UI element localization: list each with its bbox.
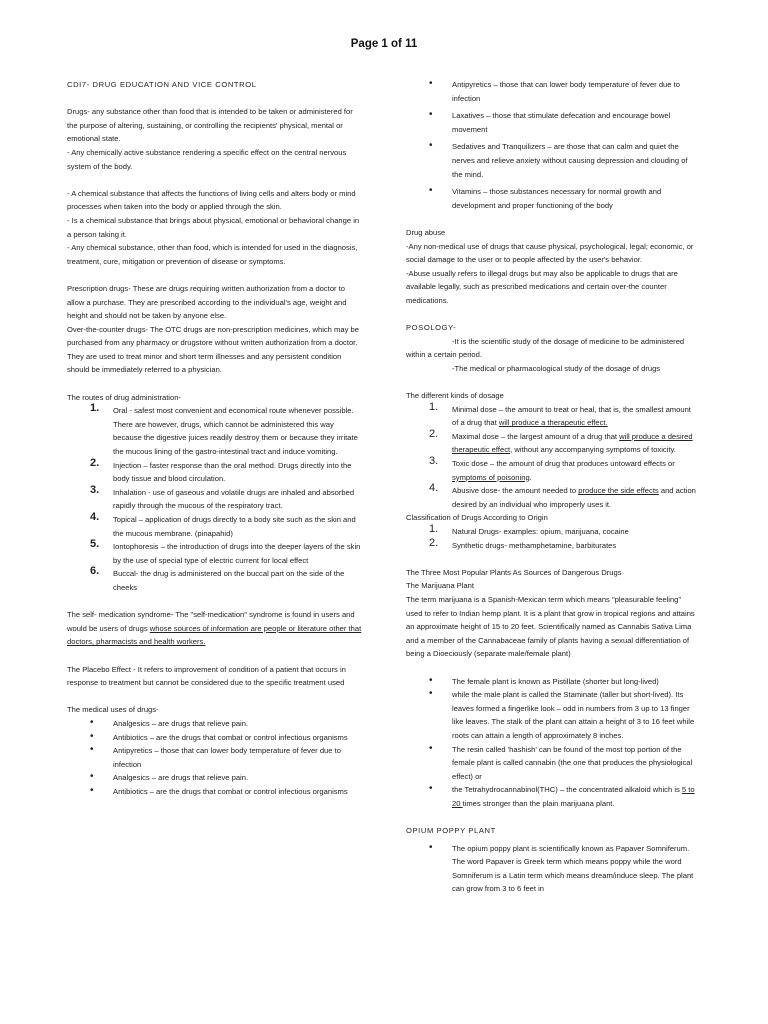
list-number: 2. [429, 536, 439, 549]
list-number: 6. [90, 565, 100, 578]
list-item-text: Minimal dose – the amount to treat or heal, that is, the smallest amount of a drug that [452, 404, 691, 428]
list-item [67, 483, 363, 513]
medical-uses-continued-list [406, 78, 698, 212]
list-number: 4. [429, 482, 439, 495]
list-item [406, 743, 698, 784]
list-item [67, 513, 363, 540]
list-item: • Antipyretics – those that can lower body temperature of fever due to infection [67, 744, 363, 771]
list-item: • Analgesics – are drugs that relieve pain. [67, 771, 363, 785]
drugs-definition-cns: - Any chemically active substance rendering a specific effect on the central nervous system of the body. [67, 147, 347, 171]
list-item: • Vitamins – those substances necessary for normal growth and development and proper functioning of the body [406, 185, 698, 212]
list-item-text: Synthetic drugs- methamphetamine, barbiturates [452, 540, 617, 550]
placebo-paragraph: The Placebo Effect - It refers to improvement of condition of a patient that occurs in response to treatment but cannot be considered due to the specific treatment used [67, 664, 346, 688]
list-item-text: . [529, 472, 532, 482]
posology-definition-1 [406, 335, 698, 362]
list-item-text: times stronger than the plain marijuana plant. [462, 798, 615, 808]
classification-list [406, 525, 698, 552]
list-item-text: Topical – application of drugs directly to a body site such as the skin and the mucous membrane. (pinapahid) [113, 515, 356, 538]
posology-heading: POSOLOGY- [406, 323, 457, 333]
list-item: • Laxatives – those that stimulate defecation and encourage bowel movement [406, 109, 698, 136]
chemical-definition-2: - Is a chemical substance that brings about physical, emotional or behavioral change in a person taking it. [67, 215, 360, 239]
list-number: 4. [90, 511, 100, 523]
left-column [67, 78, 363, 798]
page-number-label: Page 1 of 11 [350, 38, 418, 50]
list-item: • Antibiotics – are the drugs that combat or control infectious organisms [67, 731, 363, 745]
list-number: 1. [429, 523, 439, 535]
dosage-list [406, 400, 698, 512]
drug-abuse-definition-1: -Any non-medical use of drugs that cause physical, psychological, legal; economic, or social damage to the user or to people affected by the user's behavior. [406, 241, 694, 265]
list-number: 3. [90, 483, 100, 496]
classification-heading: Classification of Drugs According to Origin [406, 513, 548, 523]
list-item-text: while the male plant is called the Staminate (taller but short-lived). Its leaves formed a fingerlike look – odd in numbers from 3 up to 13 finger like leaves. The stalk of the plant can attain a height of 3 to 16 feet while roots can attain a length of approximately 8 inches. [452, 690, 695, 740]
right-column [406, 78, 698, 896]
list-item-text: , without any accompanying symptoms of toxicity. [510, 445, 676, 455]
list-item-text: Buccal- the drug is administered on the buccal part on the side of the cheeks [113, 569, 345, 592]
list-item-text: Inhalation - use of gaseous and volatile drugs are inhaled and absorbed rapidly through the mucous of the respiratory tract. [113, 487, 355, 511]
list-item [406, 688, 698, 742]
list-item: • Sedatives and Tranquilizers – are those that can calm and quiet the nerves and relieve anxiety without causing depression and clouding of the mind. [406, 140, 698, 181]
list-item-underlined: will produce a therapeutic effect. [498, 418, 608, 428]
otc-drugs-paragraph: Over-the-counter drugs- The OTC drugs are non-prescription medicines, which may be purchased from any pharmacy or drugstore without written authorization from a doctor. They are used to treat minor and short term illnesses and any persistent condition should be immediately referred to a physician. [67, 324, 359, 375]
list-item-underlined: will produce a desired therapeutic effect [452, 431, 693, 455]
list-item-text: Natural Drugs- examples: opium, marijuana, cocaine [452, 527, 629, 536]
drug-abuse-heading: Drug abuse [406, 227, 446, 237]
list-item-text: Injection – faster response than the oral method. Drugs directly into the body tissue and blood circulation. [113, 460, 352, 484]
list-item [406, 536, 698, 553]
posology-text-1: -It is the scientific study of the dosage of medicine to be administered within a certain period. [406, 336, 685, 360]
list-item-text: Iontophoresis – the introduction of drugs into the deeper layers of the skin by the use of special type of electric current for local effect [113, 542, 361, 565]
document-title: CDI7- DRUG EDUCATION AND VICE CONTROL [67, 80, 257, 89]
list-item [406, 457, 698, 484]
list-number: 3. [429, 455, 439, 468]
list-item: • Analgesics – are drugs that relieve pain. [67, 717, 363, 731]
list-item [406, 427, 698, 457]
list-item: • Antipyretics – those that can lower body temperature of fever due to infection [406, 78, 698, 105]
list-item [67, 456, 363, 486]
list-item [406, 675, 698, 689]
list-item-underlined: produce the side effects [578, 486, 659, 496]
self-medication-text: The self- medication syndrome- The "self-medication" syndrome is found in users and would be users of drugs [67, 610, 355, 633]
list-item-underlined: 5 to 20 [452, 785, 695, 808]
drug-abuse-definition-2: -Abuse usually refers to illegal drugs but may also be applicable to drugs that are available legally, such as prescribed medications and certain over-the counter medications. [406, 268, 678, 305]
self-medication-underlined: whose sources of information are people or literature other that doctors, pharmacists and health workers. [67, 623, 362, 647]
list-item: • Antibiotics – are the drugs that combat or control infectious organisms [67, 785, 363, 799]
list-item-text: and action desired by an individual who improperly uses it. [452, 486, 696, 509]
posology-definition-2 [406, 362, 698, 376]
list-item-text: Toxic dose – the amount of drug that produces untoward effects or [452, 459, 675, 469]
list-item: • The opium poppy plant is scientifically known as Papaver Somniferum. The word Papaver is Greek term which means poppy while the word Somniferum is a Latin term which means dream/induce sleep. The plant can grow from 3 to 6 feet in [406, 842, 698, 896]
list-item-underlined: symptoms of poisoning [452, 472, 530, 482]
marijuana-list [406, 675, 698, 811]
dangerous-plants-heading: The Three Most Popular Plants As Sources of Dangerous Drugs [406, 567, 622, 577]
list-number: 2. [429, 427, 439, 440]
list-item-text: Maximal dose – the largest amount of a drug that [452, 431, 620, 441]
chemical-definition-1: - A chemical substance that affects the functions of living cells and alters body or mind processes when taken into the body or applied through the skin. [67, 188, 356, 212]
list-number: 2. [90, 456, 100, 469]
list-item-text: The resin called 'hashish' can be found of the most top portion of the female plant is called cannabin (the one that produces the physiological effect) or [452, 744, 693, 781]
marijuana-heading: The Marijuana Plant [406, 581, 474, 591]
list-item [406, 525, 698, 539]
list-item [67, 567, 363, 594]
routes-list [67, 404, 363, 594]
list-number: 5. [90, 538, 100, 551]
list-item [406, 400, 698, 430]
list-number: 1. [429, 400, 439, 413]
drugs-definition: Drugs- any substance other than food that is intended to be taken or administered for the purpose of altering, sustaining, or controlling the recipients' physical, mental or emotional state. [67, 107, 353, 144]
dosage-heading: The different kinds of dosage [406, 391, 504, 401]
opium-heading: OPIUM POPPY PLANT [406, 826, 496, 836]
list-item [406, 484, 698, 511]
opium-list [406, 842, 698, 896]
posology-text-2: -The medical or pharmacological study of the dosage of drugs [452, 363, 661, 373]
list-item-text: Abusive dose- the amount needed to [452, 486, 579, 496]
list-item-text: Oral - safest most convenient and economical route whenever possible. There are however, drugs, which cannot be administered this way because the digestive juices readily destroy them or because they irritate the mucous lining of the gastro-intestinal tract and induce vomiting. [113, 406, 358, 457]
chemical-definition-3: - Any chemical substance, other than food, which is intended for used in the diagnosis, treatment, cure, mitigation or prevention of disease or symptoms. [67, 243, 358, 266]
list-item [67, 404, 363, 458]
list-item-text: The female plant is known as Pistillate (shorter but long-lived) [452, 676, 659, 686]
marijuana-paragraph: The term marijuana is a Spanish-Mexican term which means "pleasurable feeling" used to refer to Indian hemp plant. It is a plant that grow in tropical regions and attains an approximate height of 15 to 20 feet. Scientifically named as Cannabis Sativa Lima and a member of the Cannabaceae family of plants having a sexual differentiation of being a Dioeciously (separate male/female plant) [406, 594, 695, 659]
list-item-text: the Tetrahydrocannabinol(THC) – the concentrated alkaloid which is [452, 785, 682, 795]
routes-heading: The routes of drug administration- [67, 392, 181, 402]
list-number: 1. [90, 402, 100, 415]
medical-uses-heading: The medical uses of drugs- [67, 705, 159, 715]
prescription-drugs-paragraph: Prescription drugs- These are drugs requiring written authorization from a doctor to allow a purchase. They are prescribed according to the individual's age, weight and height and should not be taken by anyone else. [67, 283, 347, 321]
list-item [406, 783, 698, 810]
medical-uses-list [67, 717, 363, 799]
self-medication-paragraph [67, 608, 363, 649]
list-item [67, 540, 363, 567]
